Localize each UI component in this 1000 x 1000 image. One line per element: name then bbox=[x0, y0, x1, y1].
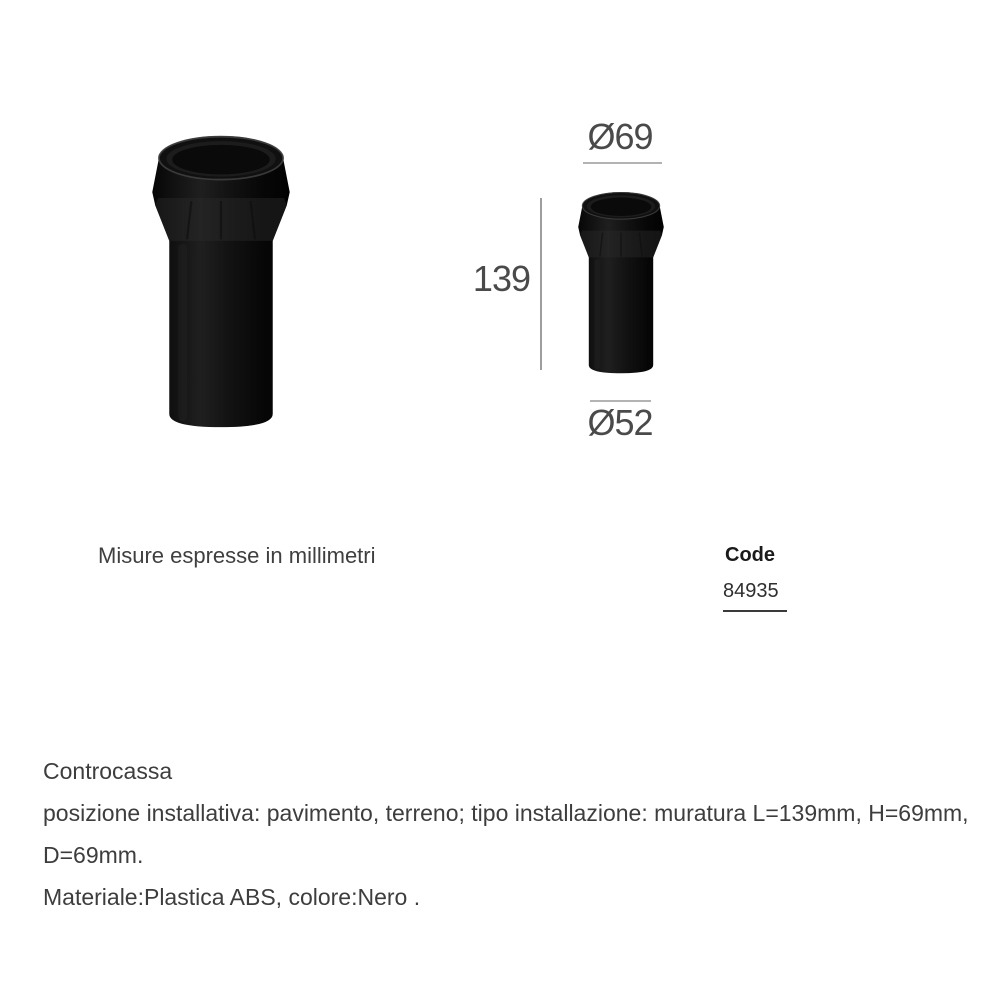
product-photo-cylinder bbox=[147, 133, 295, 436]
product-description bbox=[43, 750, 993, 918]
description-line-installation: posizione installativa: pavimento, terreno; tipo installazione: muratura L=139mm, H=69mm, bbox=[43, 800, 969, 826]
dimension-drawing-cylinder bbox=[575, 190, 667, 379]
height-label: 139 bbox=[472, 258, 530, 299]
height-dimension-line bbox=[540, 198, 542, 370]
code-label: Code bbox=[725, 544, 775, 566]
code-value-link[interactable]: 84935 bbox=[723, 580, 787, 612]
measurements-note: Misure espresse in millimetri bbox=[98, 543, 376, 568]
top-diameter-label: Ø69 bbox=[587, 116, 653, 157]
product-title: Controcassa bbox=[43, 758, 173, 784]
description-line-diameter: D=69mm. bbox=[43, 842, 144, 868]
bottom-diameter-label: Ø52 bbox=[587, 402, 653, 443]
description-line-material: Materiale:Plastica ABS, colore:Nero . bbox=[43, 884, 421, 910]
top-diameter-line bbox=[583, 162, 662, 164]
